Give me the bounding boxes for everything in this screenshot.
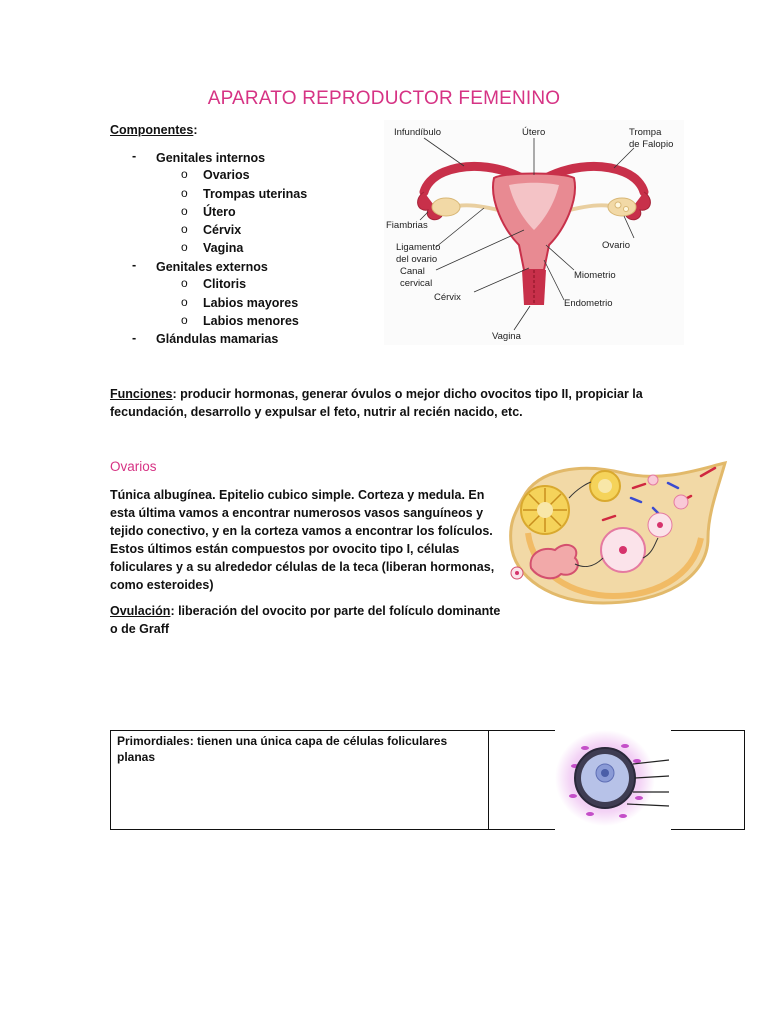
ovarios-line: Túnica albugínea. Epitelio cubico simple. Corteza y medula. En [110, 488, 485, 502]
primordial-follicle-image [555, 726, 671, 830]
ovarios-line: como esteroides) [110, 578, 214, 592]
label-trompa: Trompa [629, 127, 662, 138]
circle-bullet: o [181, 204, 188, 218]
list-item: Clitoris [203, 277, 247, 291]
list-item: Trompas uterinas [203, 187, 308, 201]
funciones-paragraph [110, 385, 750, 403]
circle-bullet: o [181, 167, 188, 181]
group-label: Glándulas mamarias [156, 332, 279, 346]
label-cervical: cervical [400, 278, 433, 289]
label-ovario: Ovario [602, 240, 630, 251]
label-miometrio: Miometrio [574, 270, 616, 281]
ovulacion-heading: Ovulación [110, 604, 171, 618]
componentes-heading: Componentes [110, 123, 194, 137]
list-item: Labios mayores [203, 296, 299, 310]
componentes-heading-row [110, 121, 198, 139]
funciones-text-line2: fecundación, desarrollo y expulsar el feto, nutrir al recién nacido, etc. [110, 405, 523, 419]
ovulacion-paragraph [110, 602, 500, 620]
list-item: Vagina [203, 241, 244, 255]
dash-bullet: - [132, 258, 137, 272]
circle-bullet: o [181, 313, 188, 327]
list-item: Ovarios [203, 168, 250, 182]
ovarios-line: tejido conectivo, y en la corteza vamos a encontrar los folículos. [110, 524, 493, 538]
ovulacion-text-line1: : liberación del ovocito por parte del folículo dominante [170, 604, 501, 618]
page-title: APARATO REPRODUCTOR FEMENINO [207, 88, 561, 109]
label-del-ovario: del ovario [396, 254, 438, 265]
label-fimbrias: Fiambrias [386, 220, 428, 231]
ovarios-line: Estos últimos están compuestos por ovocito tipo I, células [110, 542, 460, 556]
label-utero: Útero [522, 127, 546, 138]
ovarios-line: foliculares y a su alrededor células de la teca (liberan hormonas, [110, 560, 495, 574]
label-cervix: Cérvix [434, 292, 461, 303]
label-infundibulo: Infundíbulo [394, 127, 442, 138]
ovary-illustration [503, 458, 733, 608]
componentes-colon: : [193, 123, 198, 137]
group-label: Genitales internos [156, 151, 266, 165]
list-item: Cérvix [203, 223, 242, 237]
label-endometrio: Endometrio [564, 298, 613, 309]
label-vagina: Vagina [492, 331, 521, 342]
uterus-diagram [384, 120, 684, 345]
label-ligamento: Ligamento [396, 242, 441, 253]
label-canal: Canal [400, 266, 425, 277]
dash-bullet: - [132, 331, 137, 345]
group-label: Genitales externos [156, 260, 268, 274]
ovulacion-text-line2: o de Graff [110, 622, 170, 636]
circle-bullet: o [181, 240, 188, 254]
circle-bullet: o [181, 295, 188, 309]
circle-bullet: o [181, 186, 188, 200]
ovarios-line: esta última vamos a encontrar numerosos vasos sanguíneos y [110, 506, 484, 520]
circle-bullet: o [181, 276, 188, 290]
primordiales-text-line2: planas [117, 750, 156, 764]
list-item: Útero [203, 205, 236, 219]
circle-bullet: o [181, 222, 188, 236]
primordiales-text-line1: Primordiales: tienen una única capa de células foliculares [117, 734, 448, 748]
dash-bullet: - [132, 149, 137, 163]
primordiales-cell [111, 731, 489, 830]
label-falopio: de Falopio [629, 139, 674, 150]
funciones-text-line1: : producir hormonas, generar óvulos o mejor dicho ovocitos tipo II, propiciar la [172, 387, 643, 401]
ovarios-heading: Ovarios [110, 459, 157, 474]
funciones-heading: Funciones [110, 387, 173, 401]
list-item: Labios menores [203, 314, 299, 328]
